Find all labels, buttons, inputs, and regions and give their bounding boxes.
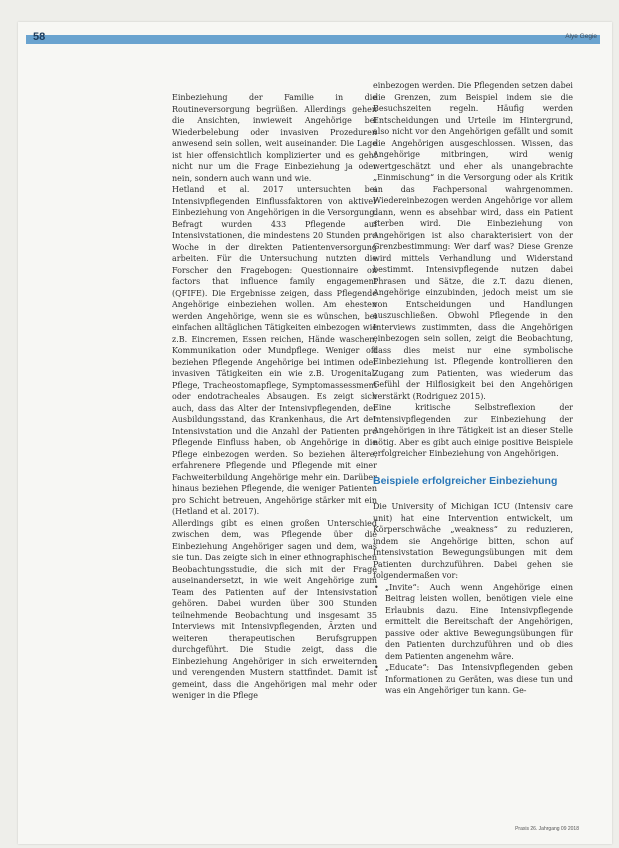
left-paragraph-3: Allerdings gibt es einen großen Unterschied zwischen dem, was Pflegende über die Einbeziehung Angehöriger sagen und dem, was sie tun. Das zeigte sich in einer ethnographischen Beobachtungsstudie, die sich mit der Frage auseinandersetzt, in wie weit Angehörige zum Team des Patienten auf der Intensivstation gehören. Dabei wurden über 300 Stunden teilnehmende Beobachtung und insgesamt 35 Interviews mit Intensivpflegenden, Ärzten und weiteren therapeutischen Berufsgruppen durchgeführt. Die Studie zeigt, dass die Einbeziehung Angehöriger in sich erweiternden und verengenden Mustern stattfindet. Damit ist gemeint, dass die Angehörigen mal mehr oder weniger in die Pflege — [172, 518, 377, 700]
bullet-list — [373, 582, 573, 697]
bullet-item-invite: • „Invite“: Auch wenn Angehörige einen Beitrag leisten wollen, benötigen viele eine Erlaubnis dazu. Eine Intensivpflegende ermittelt die Bereitschaft der Angehörigen, passive oder aktive Bewegungsübungen für den Patienten durchzuführen und ob dies dem Patienten angenehm wäre. — [373, 582, 573, 663]
right-paragraph-2: Eine kritische Selbstreflexion der Intensivpflegenden zur Einbeziehung der Angehörigen in ihre Tätigkeit ist an dieser Stelle nötig. Aber es gibt auch einige positive Beispiele erfolgreicher Einbeziehung von Angehörigen. — [373, 403, 573, 458]
left-paragraph-2: Hetland et al. 2017 untersuchten bei Intensivpflegenden Einflussfaktoren von aktiver Einbeziehung von Angehörigen in die Versorgung. Befragt wurden 433 Pflegende auf Intensivstationen, die mindestens 20 Stunden pro Woche in der direkten Patientenversorgung arbeiten. Für die Untersuchung nutzten die Forscher den Fragebogen: Questionnaire on factors that influence family engagement (QFIFE). Die Ergebnisse zeigen, dass Pflegende Angehörige einbeziehen wollen. Am ehesten werden Angehörige, wenn sie es wünschen, bei einfachen alltäglichen Tätigkeiten einbezogen wie z.B. Eincremen, Essen reichen, Hände waschen, Kommunikation oder Mundpflege. Weniger oft beziehen Pflegende Angehörige bei intimen oder invasiven Tätigkeiten ein wie z.B. Urogenital-Pflege, Tracheostomapflege, Symptomassessment oder endotracheales Absaugen. Es zeigt sich auch, dass das Alter der Intensivpflegenden, der Ausbildungsstand, das Krankenhaus, die Art der Intensivstation und die Anzahl der Patienten pro Pflegende Einfluss haben, ob Angehörige in die Pflege einbezogen werden. So beziehen ältere, erfahrenere Pflegende und Pflegende mit einer Fachweiterbildung Angehörige mehr ein. Darüber hinaus beziehen Pflegende, die weniger Patienten pro Schicht betreuen, Angehörige stärker mit ein (Hetland et al. 2017). — [172, 185, 377, 516]
section-heading: Beispiele erfolgreicher Einbeziehung — [373, 474, 558, 487]
page-number: 58 — [33, 31, 46, 43]
header-bar — [26, 35, 600, 44]
left-column — [172, 92, 377, 702]
footer-note: Praxis 26. Jahrgang 09 2018 — [515, 826, 579, 832]
running-head: Alye Gegie — [565, 33, 597, 40]
left-paragraph-1: Einbeziehung der Familie in die Routineversorgung begrüßen. Allerdings gehen die Ansichten, inwieweit Angehörige bei Wiederbelebung oder invasiven Prozeduren anwesend sein sollen, weit auseinander. Die Lage ist hier offensichtlich komplizierter und es geht nicht nur um die Frage Einbeziehung ja oder nein, sondern auch wann und wie. — [172, 93, 377, 183]
right-paragraph-1: einbezogen werden. Die Pflegenden setzen dabei die Grenzen, zum Beispiel indem sie die Besuchszeiten regeln. Häufig werden Entscheidungen und Urteile im Hintergrund, also nicht vor den Angehörigen gefällt und somit die Angehörigen ausgeschlossen. Wissen, das Angehörige mitbringen, wird wenig wertgeschätzt und eher als unangebrachte „Einmischung“ in die Versorgung oder als Kritik an das Fachpersonal wahrgenommen. Wiedereinbezogen werden Angehörige vor allem dann, wenn es absehbar wird, dass ein Patient sterben wird. Die Einbeziehung von Angehörigen ist also charakterisiert von der Grenzbestimmung: Wer darf was? Diese Grenze wird mittels Verhandlung und Widerstand bestimmt. Intensivpflegende nutzen dabei Phrasen und Sätze, die z.T. dazu dienen, Angehörige einzubinden, jedoch meist um sie von Entscheidungen und Handlungen auszuschließen. Obwohl Pflegende in den Interviews zustimmten, dass die Angehörigen einbezogen sein sollen, zeigt die Beobachtung, dass dies meist nur eine symbolische Einbeziehung ist. Pflegende kontrollieren den Zugang zum Patienten, was wiederum das Gefühl der Hilflosigkeit bei den Angehörigen verstärkt (Rodriguez 2015). — [373, 81, 573, 401]
section-intro: Die University of Michigan ICU (Intensiv care unit) hat eine Intervention entwickelt, um Körperschwäche „weakness“ zu reduzieren, indem sie Angehörige bitten, schon auf Intensivstation Bewegungsübungen mit dem Patienten durchzuführen. Dabei gehen sie folgendermaßen vor: — [373, 502, 573, 580]
bullet-item-educate: • „Educate“: Das Intensivpflegenden geben Informationen zu Geräten, was diese tun und was ein Angehöriger tun kann. Ge- — [373, 662, 573, 697]
right-column — [373, 80, 573, 697]
